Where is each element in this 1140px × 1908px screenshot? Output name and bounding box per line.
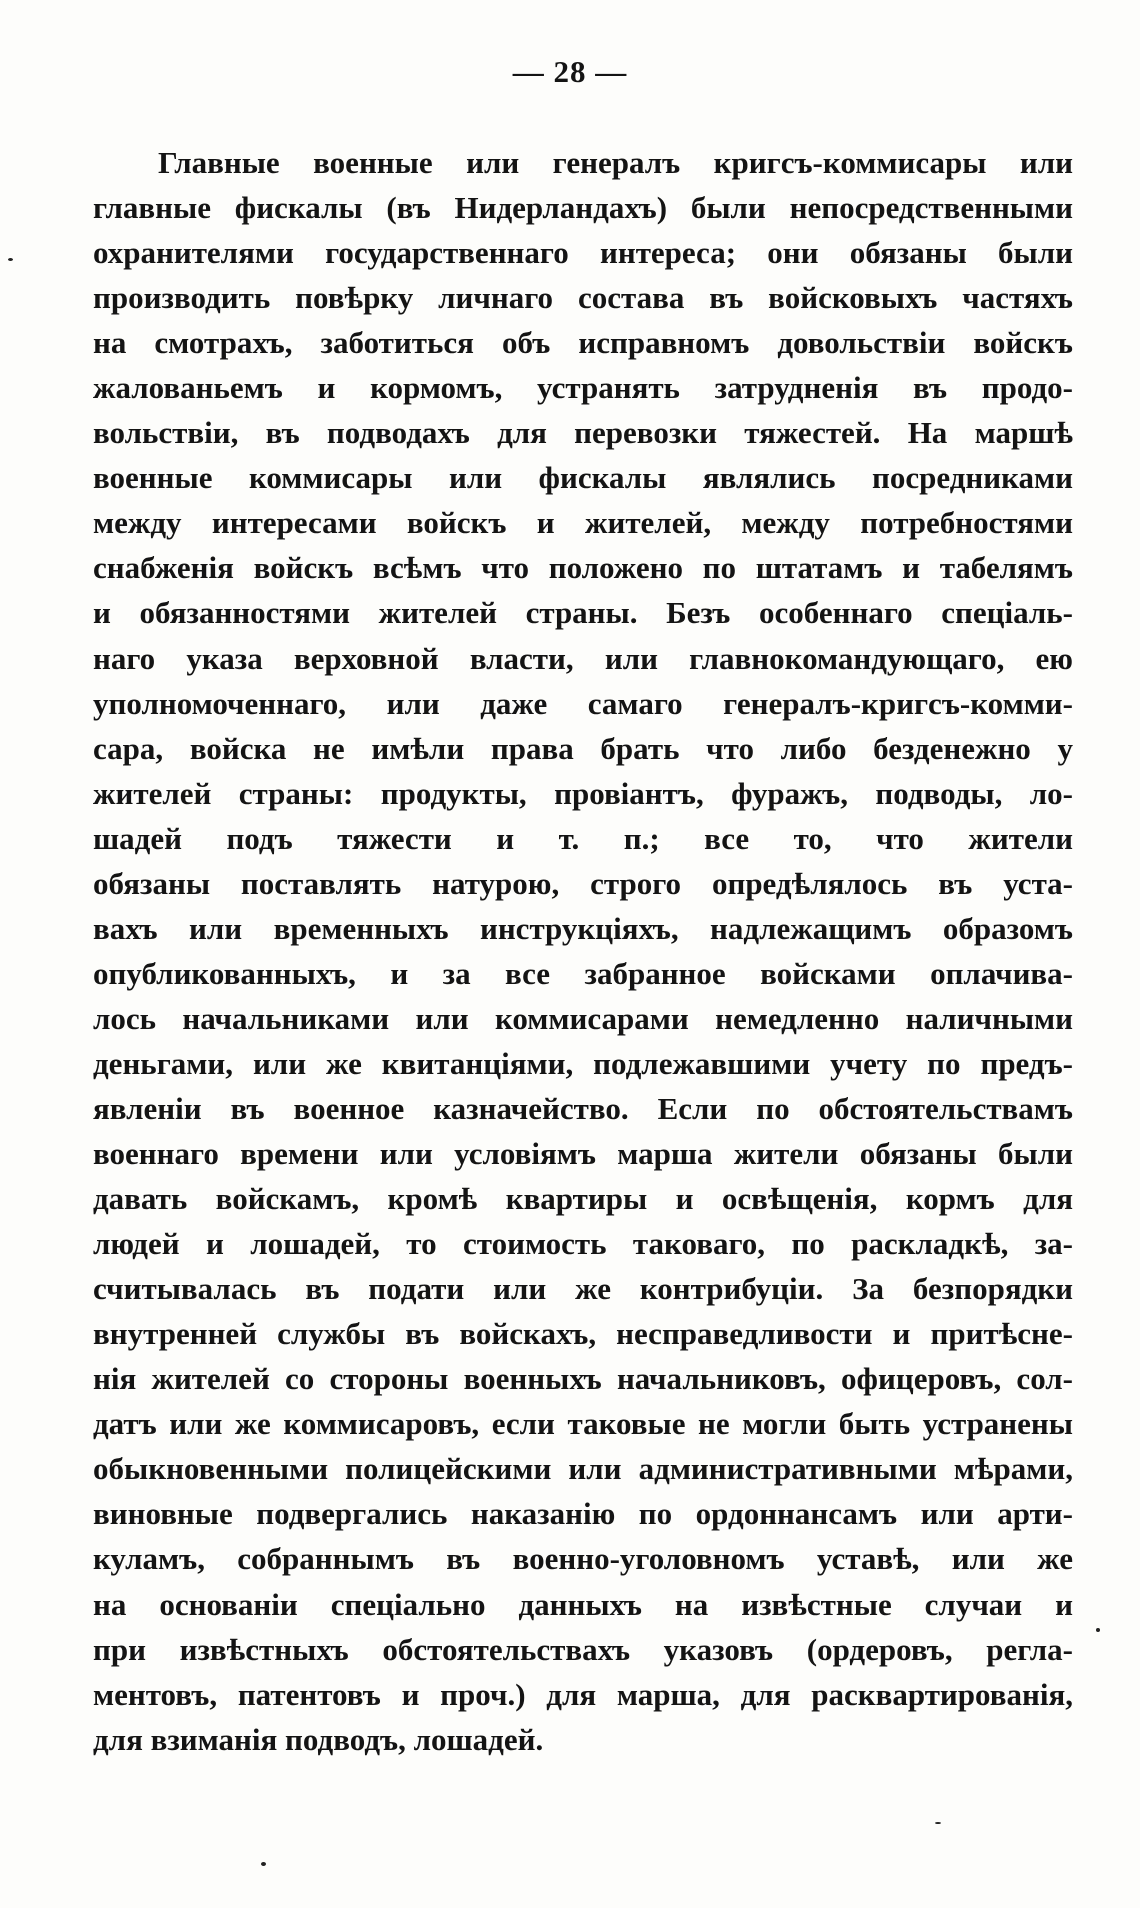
paragraph	[93, 140, 1073, 1762]
text-line: лось начальниками или коммисарами немедленно наличными	[93, 1000, 1073, 1036]
text-line: снабженія войскъ всѣмъ что положено по штатамъ и табелямъ	[93, 550, 1073, 586]
text-line: сара, войска не имѣли права брать что либо безденежно у	[93, 730, 1073, 766]
text-line: уполномоченнаго, или даже самаго генералъ-кригсъ-комми-	[93, 685, 1073, 721]
text-line: вольствіи, въ подводахъ для перевозки тяжестей. На маршѣ	[93, 415, 1073, 451]
text-line: главные фискалы (въ Нидерландахъ) были непосредственными	[93, 190, 1073, 226]
text-line: датъ или же коммисаровъ, если таковые не могли быть устранены	[93, 1406, 1073, 1442]
text-line: виновные подвергались наказанію по ордоннансамъ или арти-	[93, 1496, 1073, 1532]
text-line: людей и лошадей, то стоимость таковаго, по раскладкѣ, за-	[93, 1226, 1073, 1262]
page-number: — 28 —	[512, 54, 628, 89]
scan-speck	[1096, 1628, 1100, 1632]
text-line: шадей подъ тяжести и т. п.; все то, что жители	[93, 820, 1073, 856]
text-line: при извѣстныхъ обстоятельствахъ указовъ (ордеровъ, регла-	[93, 1631, 1073, 1667]
text-line: нія жителей со стороны военныхъ начальниковъ, офицеровъ, сол-	[93, 1361, 1073, 1397]
text-line: вахъ или временныхъ инструкціяхъ, надлежащимъ образомъ	[93, 910, 1073, 946]
text-line: на смотрахъ, заботиться объ исправномъ довольствіи войскъ	[93, 325, 1073, 361]
scan-speck	[8, 258, 13, 261]
scan-speck	[261, 1862, 266, 1866]
text-line: наго указа верховной власти, или главнокомандующаго, ею	[93, 640, 1073, 676]
text-line: куламъ, собраннымъ въ военно-уголовномъ уставѣ, или же	[93, 1541, 1073, 1577]
text-line: деньгами, или же квитанціями, подлежавшими учету по предъ-	[93, 1045, 1073, 1081]
text-line: между интересами войскъ и жителей, между потребностями	[93, 505, 1073, 541]
text-line: обыкновенными полицейскими или административными мѣрами,	[93, 1451, 1073, 1487]
text-line: на основаніи спеціально данныхъ на извѣстные случаи и	[93, 1586, 1073, 1622]
text-line: ментовъ, патентовъ и проч.) для марша, для расквартированія,	[93, 1676, 1073, 1712]
text-line: опубликованныхъ, и за все забранное войсками оплачива-	[93, 955, 1073, 991]
text-line: военнаго времени или условіямъ марша жители обязаны были	[93, 1136, 1073, 1172]
text-line: жалованьемъ и кормомъ, устранять затрудненія въ продо-	[93, 370, 1073, 406]
text-line: обязаны поставлять натурою, строго опредѣлялось въ уста-	[93, 865, 1073, 901]
text-line: и обязанностями жителей страны. Безъ особеннаго спеціаль-	[93, 595, 1073, 631]
text-line: внутренней службы въ войскахъ, несправедливости и притѣсне-	[93, 1316, 1073, 1352]
text-line: охранителями государственнаго интереса; они обязаны были	[93, 235, 1073, 271]
text-line: производить повѣрку личнаго состава въ войсковыхъ частяхъ	[93, 280, 1073, 316]
text-line: военные коммисары или фискалы являлись посредниками	[93, 460, 1073, 496]
text-line: для взиманія подводъ, лошадей.	[93, 1721, 544, 1757]
text-line: явленіи въ военное казначейство. Если по обстоятельствамъ	[93, 1090, 1073, 1126]
text-line: давать войскамъ, кромѣ квартиры и освѣщенія, кормъ для	[93, 1181, 1073, 1217]
text-line: Главные военные или генералъ кригсъ-коммисары или	[158, 145, 1073, 180]
text-line: жителей страны: продукты, провіантъ, фуражъ, подводы, ло-	[93, 775, 1073, 811]
scan-speck	[935, 1822, 941, 1824]
text-line: считывалась въ подати или же контрибуціи. За безпорядки	[93, 1271, 1073, 1307]
